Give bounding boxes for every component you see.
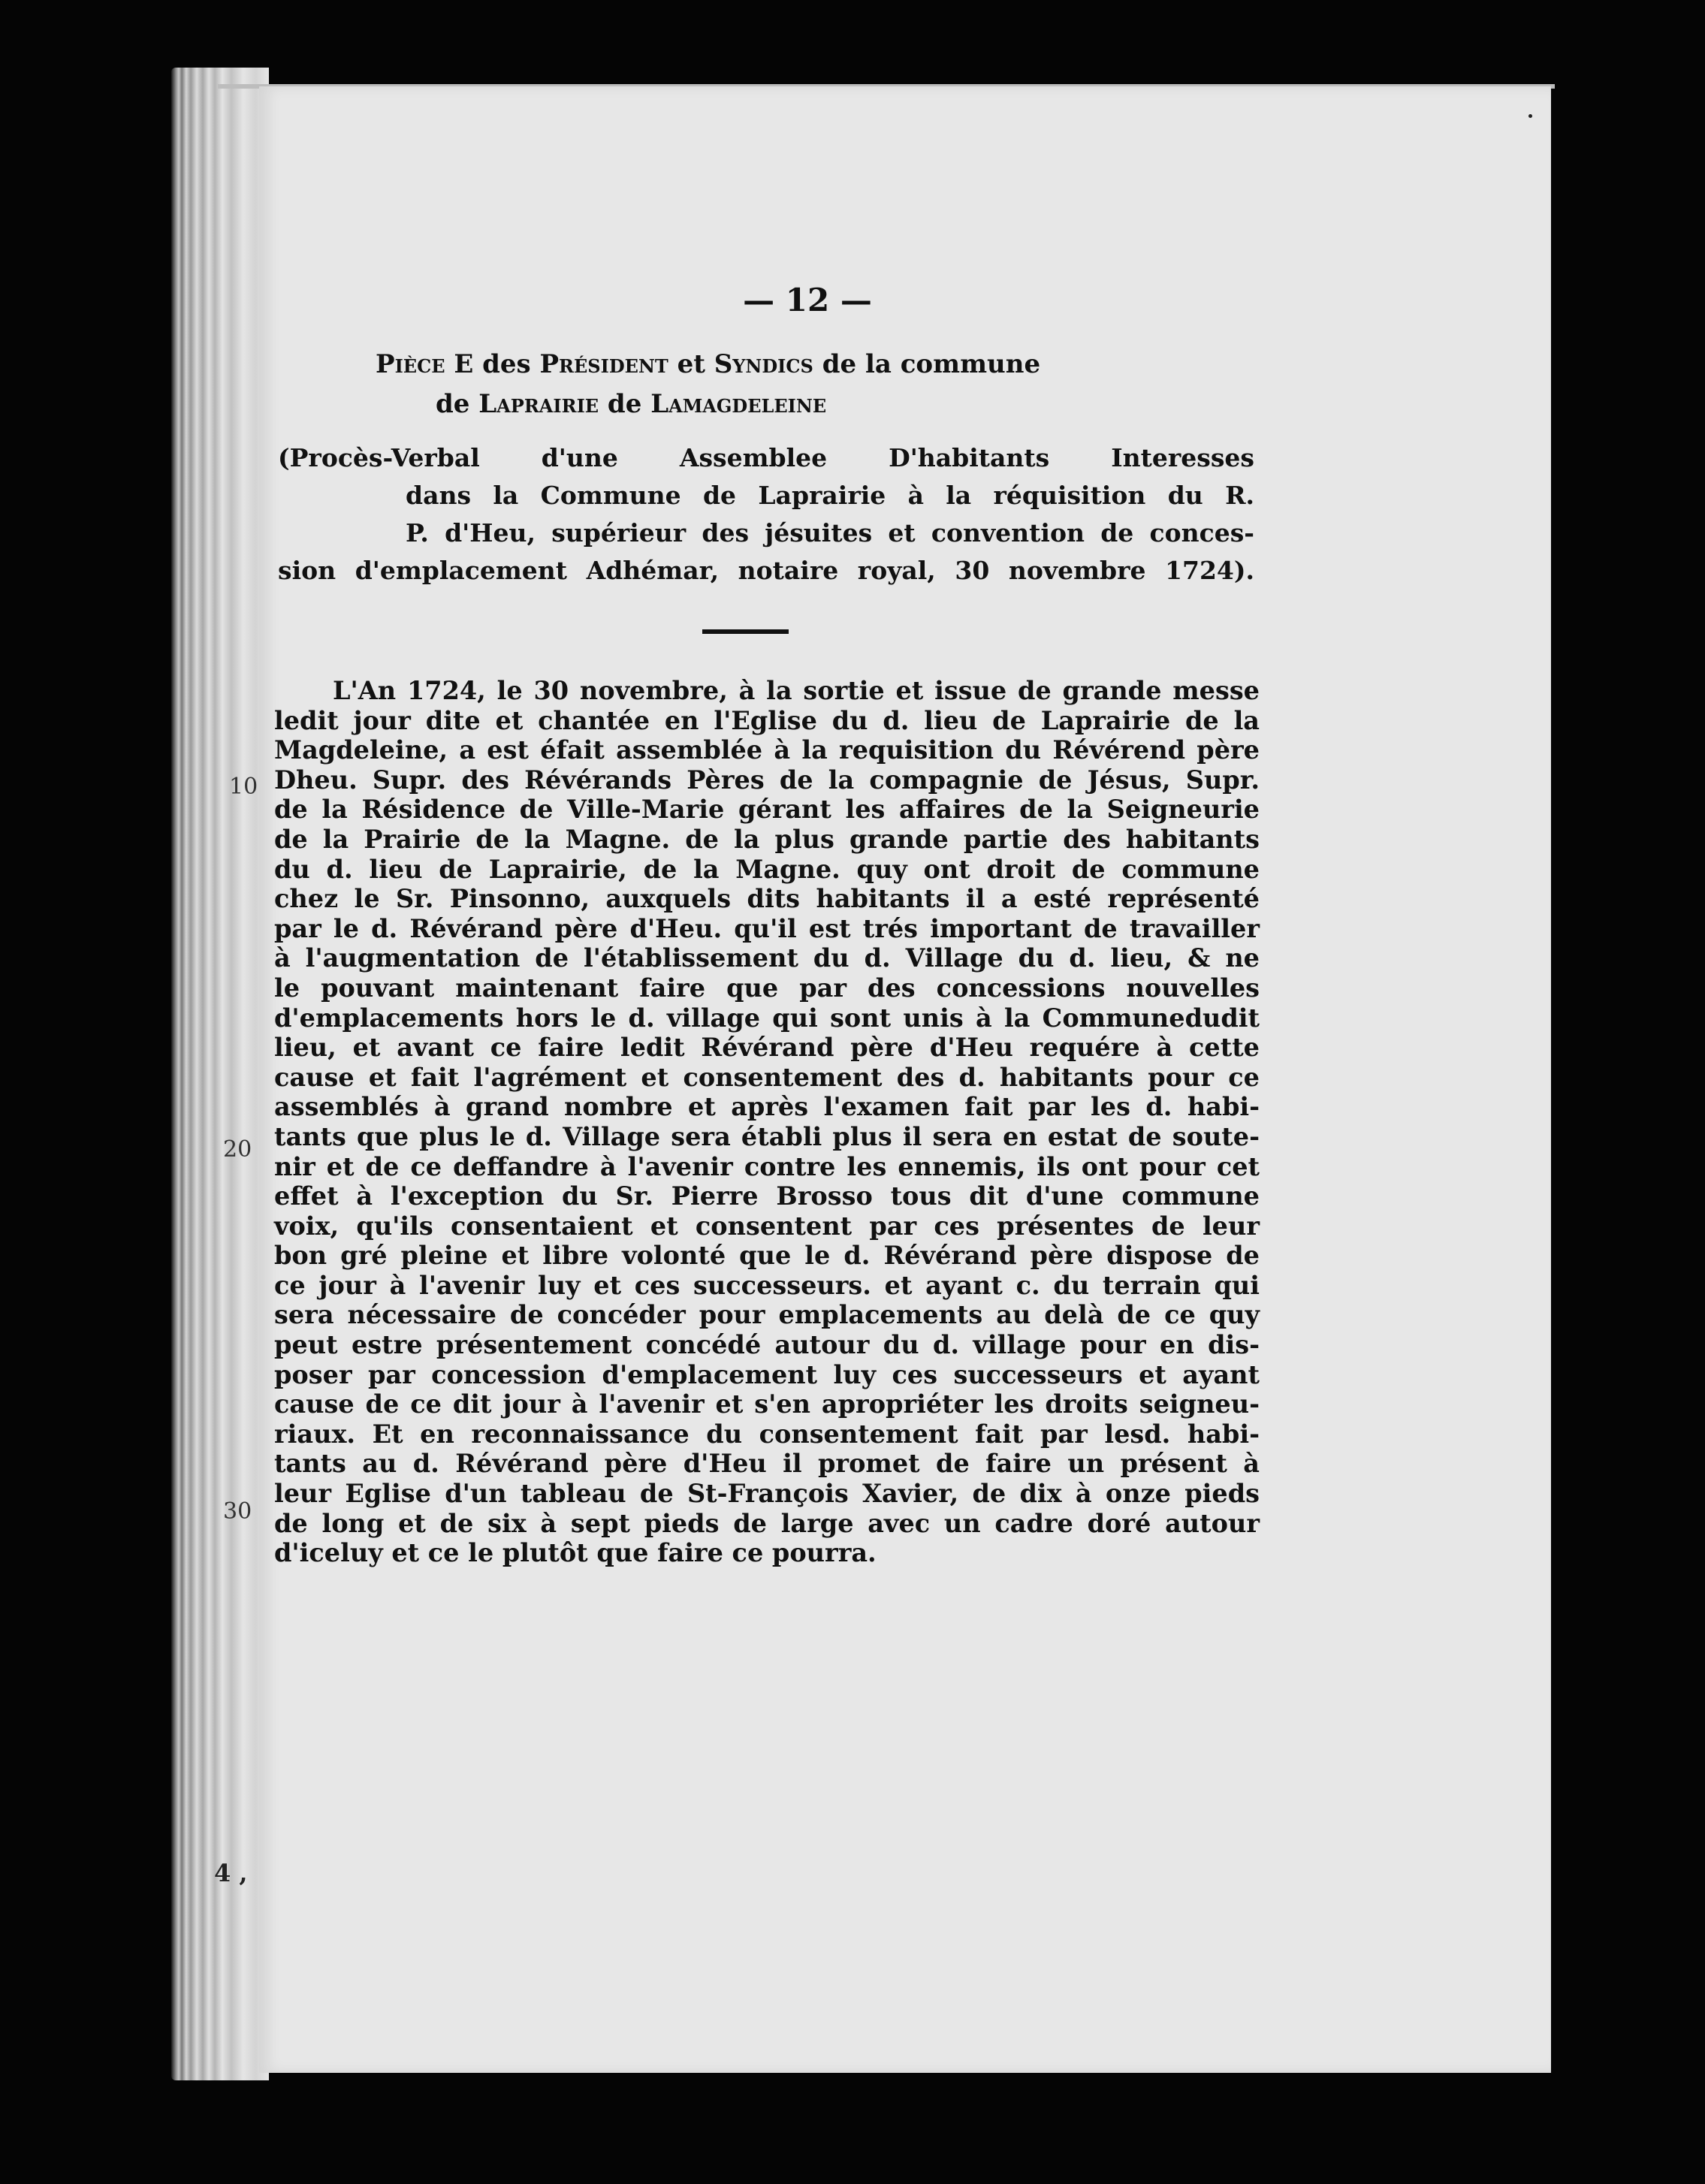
body-line: riaux. Et en reconnaissance du consentement fait par lesd. habi- xyxy=(274,1419,1260,1449)
page-number: — 12 — xyxy=(743,282,872,318)
line-number-margin: 10 xyxy=(229,774,258,800)
title-word: et xyxy=(668,349,714,379)
line-number-margin: 20 xyxy=(223,1136,252,1163)
body-line: effet à l'exception du Sr. Pierre Brosso tous dit d'une commune xyxy=(274,1181,1260,1211)
title-word: de xyxy=(436,389,479,419)
title-word: Lamagdeleine xyxy=(650,389,827,419)
body-line: de la Résidence de Ville-Marie gérant les affaires de la Seigneurie xyxy=(274,795,1260,825)
title-word: de la commune xyxy=(813,349,1041,379)
document-title-line-2 xyxy=(436,389,1705,419)
body-line: L'An 1724, le 30 novembre, à la sortie et issue de grande messe xyxy=(333,676,1260,705)
body-line: par le d. Révérand père d'Heu. qu'il est trés important de travailler xyxy=(274,913,1260,943)
folio-mark: 4 , xyxy=(214,1859,248,1887)
body-line: voix, qu'ils consentaient et consentent par ces présentes de leur xyxy=(274,1211,1260,1241)
body-line: cause de ce dit jour à l'avenir et s'en apropriéter les droits seigneu- xyxy=(274,1389,1260,1419)
body-line: tants au d. Révérand père d'Heu il promet de faire un présent à xyxy=(274,1449,1260,1479)
body-line: du d. lieu de Laprairie, de la Magne. quy ont droit de commune xyxy=(274,854,1260,884)
body-line: tants que plus le d. Village sera établi plus il sera en estat de soute- xyxy=(274,1121,1260,1151)
body-line: de long et de six à sept pieds de large avec un cadre doré autour xyxy=(274,1508,1260,1538)
title-word: Syndics xyxy=(714,349,813,379)
subtitle-line: (Procès-Verbal d'une Assemblee D'habitants Interesses xyxy=(278,443,1254,472)
body-line: sera nécessaire de concéder pour emplacements au delà de ce quy xyxy=(274,1300,1260,1330)
line-number-margin: 30 xyxy=(223,1498,252,1525)
title-word: Pièce xyxy=(376,349,445,379)
body-line: d'iceluy et ce le plutôt que faire ce pourra. xyxy=(274,1538,877,1568)
document-title-line-1 xyxy=(376,349,1705,379)
stacked-page-edges xyxy=(171,68,269,2080)
subtitle-line: P. d'Heu, supérieur des jésuites et convention de conces- xyxy=(406,518,1254,548)
title-word: Laprairie xyxy=(478,389,599,419)
body-line: ledit jour dite et chantée en l'Eglise du d. lieu de Laprairie de la xyxy=(274,705,1260,735)
body-line: Magdeleine, a est éfait assemblée à la requisition du Révérend père xyxy=(274,735,1260,765)
section-divider xyxy=(702,629,789,634)
body-line: d'emplacements hors le d. village qui sont unis à la Communedudit xyxy=(274,1003,1260,1033)
body-paragraph xyxy=(274,676,1260,1568)
body-line: chez le Sr. Pinsonno, auxquels dits habitants il a esté représenté xyxy=(274,884,1260,914)
dust-speck xyxy=(1528,114,1532,118)
body-line: assemblés à grand nombre et après l'examen fait par les d. habi- xyxy=(274,1092,1260,1122)
body-line: lieu, et avant ce faire ledit Révérand père d'Heu requére à cette xyxy=(274,1033,1260,1063)
body-line: ce jour à l'avenir luy et ces successeurs. et ayant c. du terrain qui xyxy=(274,1270,1260,1300)
title-word: E des xyxy=(445,349,540,379)
title-word: Président xyxy=(539,349,668,379)
subtitle-line: dans la Commune de Laprairie à la réquisition du R. xyxy=(406,481,1254,510)
body-line: à l'augmentation de l'établissement du d. Village du d. lieu, & ne xyxy=(274,943,1260,973)
body-line: cause et fait l'agrément et consentement des d. habitants pour ce xyxy=(274,1062,1260,1092)
body-line: leur Eglise d'un tableau de St-François Xavier, de dix à onze pieds xyxy=(274,1479,1260,1509)
subtitle-line: sion d'emplacement Adhémar, notaire royal, 30 novembre 1724). xyxy=(278,556,1254,585)
body-line: de la Prairie de la Magne. de la plus grande partie des habitants xyxy=(274,824,1260,854)
title-word: de xyxy=(599,389,651,419)
body-line: bon gré pleine et libre volonté que le d. Révérand père dispose de xyxy=(274,1241,1260,1271)
body-line: nir et de ce deffandre à l'avenir contre les ennemis, ils ont pour cet xyxy=(274,1151,1260,1181)
body-line: peut estre présentement concédé autour du d. village pour en dis- xyxy=(274,1330,1260,1360)
body-line: Dheu. Supr. des Révérands Pères de la compagnie de Jésus, Supr. xyxy=(274,765,1260,795)
body-line: le pouvant maintenant faire que par des concessions nouvelles xyxy=(274,973,1260,1003)
body-line: poser par concession d'emplacement luy ces successeurs et ayant xyxy=(274,1359,1260,1389)
